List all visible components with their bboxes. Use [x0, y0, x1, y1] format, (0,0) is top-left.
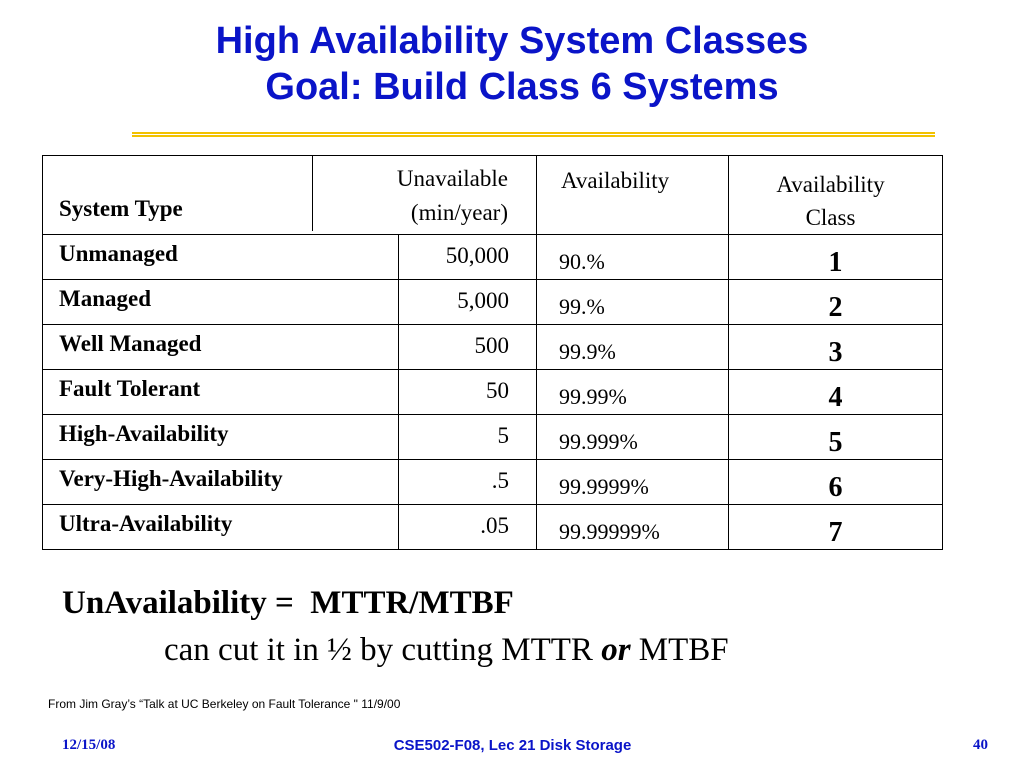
availability-cell: 99.9%: [559, 339, 616, 364]
title-line-1: High Availability System Classes: [215, 20, 809, 62]
formula-sub-emphasis: or: [601, 632, 631, 668]
table-row: [43, 370, 943, 415]
formula-sub-suffix: MTBF: [630, 632, 729, 668]
header-unavailable: [313, 156, 536, 231]
table-row: [43, 460, 943, 505]
title-divider: [132, 132, 935, 137]
class-cell: 5: [828, 427, 843, 458]
header-availability-class: [729, 156, 943, 235]
system-type-cell: High-Availability: [59, 421, 229, 446]
unavailable-cell: .5: [491, 468, 509, 493]
availability-cell: 99.%: [559, 294, 605, 319]
unavailable-cell: 50,000: [445, 243, 509, 268]
system-type-cell: Ultra-Availability: [59, 511, 233, 536]
class-cell: 2: [828, 292, 843, 323]
formula-explanation: [164, 632, 729, 669]
slide-title: [0, 18, 1024, 110]
system-type-cell: Unmanaged: [59, 241, 178, 266]
availability-cell: 99.99999%: [559, 519, 660, 544]
header-class-line2: Class: [805, 205, 856, 230]
availability-table: [42, 155, 943, 550]
header-system-unavailable: [43, 156, 537, 235]
system-type-cell: Well Managed: [59, 331, 202, 356]
header-class-line1: Availability: [776, 172, 885, 197]
table-row: [43, 280, 943, 325]
formula-sub-prefix: can cut it in ½ by cutting MTTR: [164, 632, 602, 668]
header-system-type: System Type: [43, 156, 313, 231]
footer-course: CSE502-F08, Lec 21 Disk Storage: [393, 737, 632, 754]
header-availability: Availability: [537, 156, 729, 235]
footer-date: 12/15/08: [62, 737, 116, 753]
table-row: [43, 415, 943, 460]
class-cell: 3: [828, 337, 843, 368]
table-row: [43, 505, 943, 550]
class-cell: 6: [828, 472, 843, 503]
availability-cell: 99.99%: [559, 384, 627, 409]
table-header-row: [43, 156, 943, 235]
header-unavailable-line2: (min/year): [410, 200, 508, 225]
class-cell: 4: [828, 382, 843, 413]
table-row: [43, 235, 943, 280]
table-row: [43, 325, 943, 370]
title-line-2: Goal: Build Class 6 Systems: [265, 66, 779, 108]
header-unavailable-line1: Unavailable: [396, 166, 508, 191]
unavailable-cell: 500: [474, 333, 509, 358]
class-cell: 1: [828, 247, 843, 278]
unavailable-cell: 50: [486, 378, 509, 403]
availability-cell: 90.%: [559, 249, 605, 274]
source-citation: From Jim Gray’s “Talk at UC Berkeley on Fault Tolerance " 11/9/00: [48, 697, 401, 711]
system-type-cell: Fault Tolerant: [59, 376, 201, 401]
availability-cell: 99.9999%: [559, 474, 649, 499]
system-type-cell: Very-High-Availability: [59, 466, 283, 491]
unavailability-formula: UnAvailability = MTTR/MTBF: [62, 585, 514, 621]
unavailable-cell: 5: [497, 423, 509, 448]
footer-page-number: 40: [973, 737, 988, 753]
system-type-cell: Managed: [59, 286, 151, 311]
availability-cell: 99.999%: [559, 429, 638, 454]
unavailable-cell: .05: [480, 513, 509, 538]
class-cell: 7: [828, 517, 843, 548]
unavailable-cell: 5,000: [457, 288, 509, 313]
